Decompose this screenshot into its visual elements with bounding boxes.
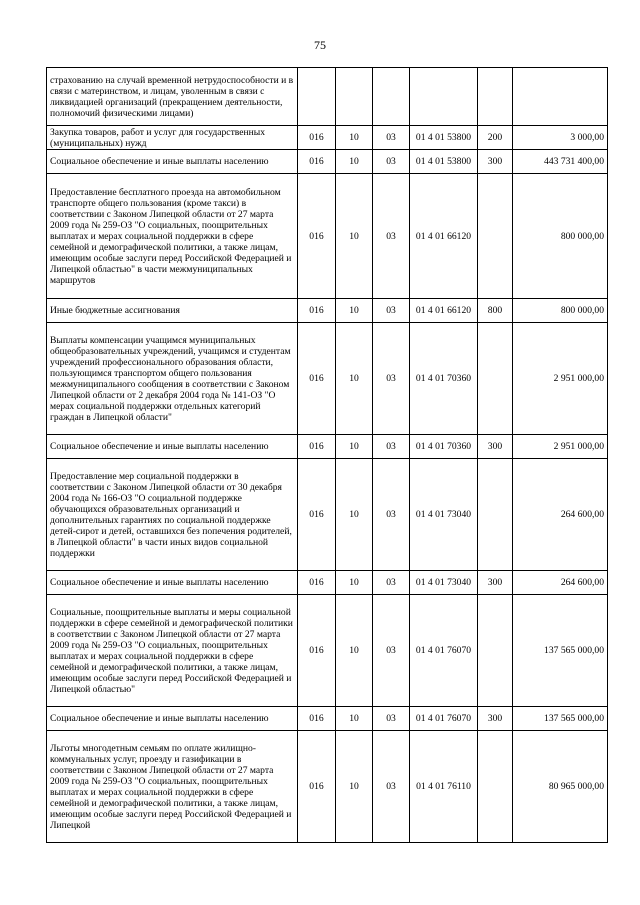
row-pr: 03 [373,174,410,299]
row-rz: 10 [336,150,373,174]
row-csr: 01 4 01 76110 [410,731,478,843]
row-sum: 800 000,00 [513,174,608,299]
row-pr: 03 [373,731,410,843]
row-vr: 300 [478,707,513,731]
row-csr: 01 4 01 66120 [410,299,478,323]
row-pr: 03 [373,595,410,707]
row-pr: 03 [373,571,410,595]
row-vr: 200 [478,126,513,150]
table-row [47,323,608,435]
row-rz: 10 [336,707,373,731]
row-name: Социальные, поощрительные выплаты и меры социальной поддержки в сфере семейной и демографической политики в соответствии с Законом Липецкой области от 27 марта 2009 года № 259-ОЗ "О социальных, поощрительных выплатах и мерах социальной поддержки в сфере семейной и демографической политики, а также лицам, имеющим особые заслуги перед Российской Федерацией и Липецкой областью" [47,595,298,707]
row-rz: 10 [336,299,373,323]
row-pr: 03 [373,323,410,435]
row-rz: 10 [336,174,373,299]
row-grbs: 016 [298,174,336,299]
row-rz: 10 [336,731,373,843]
table-row [47,174,608,299]
table-row [47,731,608,843]
table-row [47,68,608,126]
row-rz: 10 [336,459,373,571]
row-sum: 2 951 000,00 [513,323,608,435]
row-csr: 01 4 01 76070 [410,595,478,707]
row-name: Социальное обеспечение и иные выплаты населению [47,707,298,731]
table-row [47,299,608,323]
row-pr: 03 [373,150,410,174]
row-csr: 01 4 01 73040 [410,571,478,595]
table-row [47,435,608,459]
table-row [47,126,608,150]
budget-table-body [47,68,608,843]
row-grbs: 016 [298,707,336,731]
row-vr: 300 [478,571,513,595]
row-grbs: 016 [298,459,336,571]
row-name: Социальное обеспечение и иные выплаты населению [47,435,298,459]
row-rz: 10 [336,323,373,435]
row-grbs: 016 [298,299,336,323]
row-vr: 300 [478,435,513,459]
budget-table [46,67,608,843]
page-number: 75 [314,38,326,52]
row-vr: 800 [478,299,513,323]
row-pr: 03 [373,126,410,150]
table-row [47,459,608,571]
row-name: Предоставление мер социальной поддержки в соответствии с Законом Липецкой области от 30 декабря 2004 года № 166-ОЗ "О социальной поддержке обучающихся образовательных организаций и дополнительных гарантиях по социальной поддержке детей-сирот и детей, оставшихся без попечения родителей, в Липецкой области" в части иных видов социальной поддержки [47,459,298,571]
row-rz: 10 [336,595,373,707]
row-pr [373,68,410,126]
table-row [47,150,608,174]
row-vr: 300 [478,150,513,174]
row-csr: 01 4 01 70360 [410,435,478,459]
table-row [47,571,608,595]
row-grbs [298,68,336,126]
row-vr [478,731,513,843]
row-vr [478,68,513,126]
row-vr [478,323,513,435]
row-sum: 137 565 000,00 [513,595,608,707]
row-csr [410,68,478,126]
row-grbs: 016 [298,571,336,595]
row-rz [336,68,373,126]
row-name: Социальное обеспечение и иные выплаты населению [47,571,298,595]
row-name: страхованию на случай временной нетрудоспособности и в связи с материнством, и лицам, уволенным в связи с ликвидацией организаций (прекращением деятельности, полномочий физическими лицами) [47,68,298,126]
row-grbs: 016 [298,126,336,150]
row-pr: 03 [373,459,410,571]
row-csr: 01 4 01 70360 [410,323,478,435]
row-csr: 01 4 01 53800 [410,150,478,174]
row-pr: 03 [373,707,410,731]
row-rz: 10 [336,571,373,595]
row-sum: 264 600,00 [513,459,608,571]
row-rz: 10 [336,435,373,459]
row-name: Закупка товаров, работ и услуг для государственных (муниципальных) нужд [47,126,298,150]
row-grbs: 016 [298,731,336,843]
row-sum [513,68,608,126]
row-name: Предоставление бесплатного проезда на автомобильном транспорте общего пользования (кроме такси) в соответствии с Законом Липецкой области от 27 марта 2009 года № 259-ОЗ "О социальных, поощрительных выплатах и мерах социальной поддержки в сфере семейной и демографической политики, а также лицам, имеющим особые заслуги перед Российской Федерацией и Липецкой областью" в части межмуниципальных маршрутов [47,174,298,299]
row-name: Иные бюджетные ассигнования [47,299,298,323]
row-vr [478,174,513,299]
row-csr: 01 4 01 73040 [410,459,478,571]
row-pr: 03 [373,435,410,459]
row-grbs: 016 [298,435,336,459]
row-rz: 10 [336,126,373,150]
row-pr: 03 [373,299,410,323]
row-csr: 01 4 01 53800 [410,126,478,150]
row-name: Выплаты компенсации учащимся муниципальных общеобразовательных учреждений, учащимся и студентам учреждений профессионального образования области, пользующимся транспортом общего пользования межмуниципального сообщения в соответствии с Законом Липецкой области от 2 декабря 2004 года № 141-ОЗ "О мерах социальной поддержки отдельных категорий граждан в Липецкой области" [47,323,298,435]
table-row [47,595,608,707]
table-row [47,707,608,731]
row-name: Социальное обеспечение и иные выплаты населению [47,150,298,174]
row-vr [478,459,513,571]
row-grbs: 016 [298,323,336,435]
row-csr: 01 4 01 76070 [410,707,478,731]
row-sum: 3 000,00 [513,126,608,150]
row-name: Льготы многодетным семьям по оплате жилищно-коммунальных услуг, проезду и газификации в соответствии с Законом Липецкой области от 27 марта 2009 года № 259-ОЗ "О социальных, поощрительных выплатах и мерах социальной поддержки в сфере семейной и демографической политики, а также лицам, имеющим особые заслуги перед Российской Федерацией и Липецкой [47,731,298,843]
row-sum: 443 731 400,00 [513,150,608,174]
row-csr: 01 4 01 66120 [410,174,478,299]
row-sum: 2 951 000,00 [513,435,608,459]
row-sum: 800 000,00 [513,299,608,323]
row-sum: 137 565 000,00 [513,707,608,731]
row-sum: 264 600,00 [513,571,608,595]
row-grbs: 016 [298,595,336,707]
row-sum: 80 965 000,00 [513,731,608,843]
row-vr [478,595,513,707]
row-grbs: 016 [298,150,336,174]
